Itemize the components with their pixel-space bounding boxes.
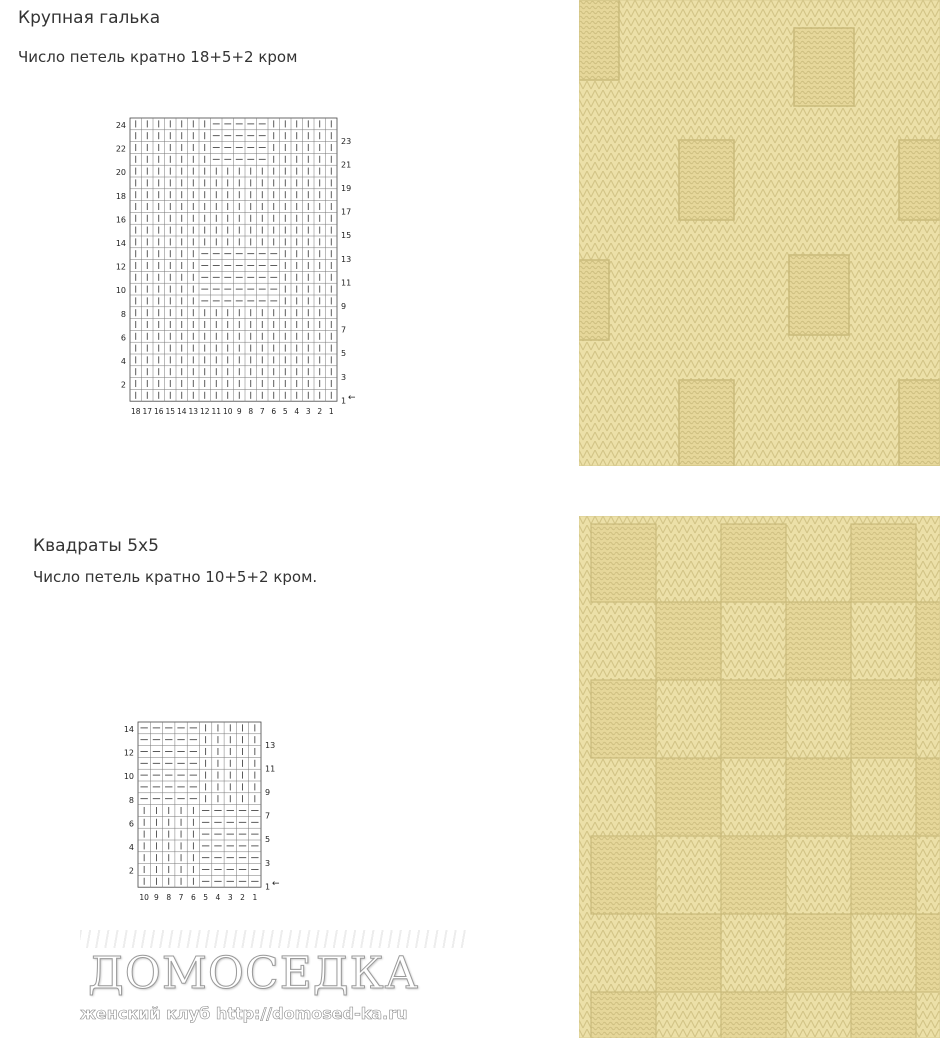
domosedka-watermark	[80, 930, 480, 1030]
chart-row-label-left: 6	[120, 333, 126, 343]
chart-column-label: 10	[139, 893, 149, 903]
chart-column-label: 12	[199, 407, 210, 417]
pattern-title-2: Квадраты 5х5	[33, 536, 159, 556]
chart-row-label-left: 2	[120, 380, 126, 390]
chart-row-label-left: 16	[115, 215, 126, 225]
chart-column-label: 9	[154, 893, 159, 903]
chart-row-label-left: 10	[115, 286, 126, 296]
chart-column-label: 6	[190, 893, 196, 903]
chart-row-label-left: 14	[115, 239, 126, 249]
chart-row-label-left: 2	[128, 866, 134, 876]
chart-row-label-left: 8	[128, 795, 134, 805]
knitted-sample-photo-large-pebble	[579, 0, 940, 466]
chart-column-label: 9	[236, 407, 242, 417]
chart-column-label: 5	[203, 893, 209, 903]
chart-row-label-right: 15	[341, 231, 352, 241]
chart-column-label: 2	[317, 407, 323, 417]
chart-grid	[130, 118, 337, 401]
chart-row-label-left: 20	[115, 168, 126, 178]
chart-row-label-left: 10	[123, 772, 134, 782]
chart-column-label: 17	[142, 407, 153, 417]
chart-row-label-right: 5	[341, 349, 347, 359]
chart-row-label-left: 12	[115, 262, 126, 272]
chart-column-label: 6	[271, 407, 277, 417]
chart-row-label-right: 7	[265, 811, 271, 821]
chart-row-label-right: 23	[341, 136, 352, 146]
knitted-sample-photo-squares	[579, 516, 940, 1038]
chart-row-label-right: 3	[265, 858, 271, 868]
chart-column-label: 1	[328, 407, 334, 417]
watermark-decoration	[80, 930, 470, 948]
chart-column-label: 4	[294, 407, 300, 417]
chart-start-arrow: ←	[348, 393, 356, 404]
fabric-background	[579, 0, 940, 466]
chart-column-label: 10	[222, 407, 233, 417]
watermark-tagline: женский клуб http://domosed-ka.ru	[80, 1004, 408, 1023]
chart-row-label-right: 9	[341, 302, 347, 312]
chart-column-label: 16	[153, 407, 164, 417]
chart-column-label: 18	[130, 407, 141, 417]
chart-column-label: 3	[305, 407, 311, 417]
chart-row-label-right: 3	[341, 372, 347, 382]
chart-row-label-right: 9	[265, 788, 271, 798]
chart-start-arrow: ←	[272, 879, 280, 890]
chart-row-label-right: 11	[341, 278, 352, 288]
chart-column-label: 1	[252, 893, 258, 903]
watermark-logo: ДОМОСЕДКА	[88, 948, 419, 999]
chart-row-label-left: 8	[120, 309, 126, 319]
chart-row-label-right: 1	[341, 396, 347, 406]
chart-row-label-left: 24	[115, 121, 126, 131]
pattern-subtitle-1: Число петель кратно 18+5+2 кром	[18, 48, 298, 66]
chart-row-label-left: 22	[115, 144, 126, 154]
chart-row-label-left: 6	[128, 819, 134, 829]
chart-column-label: 5	[282, 407, 288, 417]
chart-column-label: 4	[215, 893, 221, 903]
chart-column-label: 13	[188, 407, 199, 417]
pattern-subtitle-2: Число петель кратно 10+5+2 кром.	[33, 568, 318, 586]
chart-row-label-right: 1	[265, 882, 271, 892]
chart-row-label-left: 14	[123, 725, 134, 735]
chart-column-label: 15	[165, 407, 176, 417]
chart-row-label-right: 5	[265, 835, 271, 845]
chart-row-label-right: 7	[341, 325, 347, 335]
chart-column-label: 7	[178, 893, 184, 903]
chart-column-label: 8	[166, 893, 172, 903]
chart-column-label: 3	[227, 893, 233, 903]
chart-row-label-right: 21	[341, 160, 352, 170]
chart-row-label-right: 13	[265, 740, 276, 750]
chart-column-label: 2	[240, 893, 245, 903]
chart-row-label-right: 11	[265, 764, 276, 774]
chart-column-label: 7	[259, 407, 265, 417]
chart-row-label-right: 17	[341, 207, 352, 217]
chart-row-label-left: 18	[115, 191, 126, 201]
chart-column-label: 8	[248, 407, 254, 417]
chart-row-label-left: 4	[120, 357, 126, 367]
chart-row-label-right: 19	[341, 184, 352, 194]
chart-row-label-left: 12	[123, 748, 134, 758]
knitting-chart-large-pebble	[110, 116, 371, 421]
chart-grid	[138, 722, 261, 887]
knitting-chart-squares-5x5	[118, 720, 295, 907]
chart-row-label-left: 4	[128, 843, 134, 853]
chart-column-label: 14	[176, 407, 187, 417]
chart-row-label-right: 13	[341, 254, 352, 264]
chart-column-label: 11	[211, 407, 222, 417]
pattern-title-1: Крупная галька	[18, 8, 161, 28]
